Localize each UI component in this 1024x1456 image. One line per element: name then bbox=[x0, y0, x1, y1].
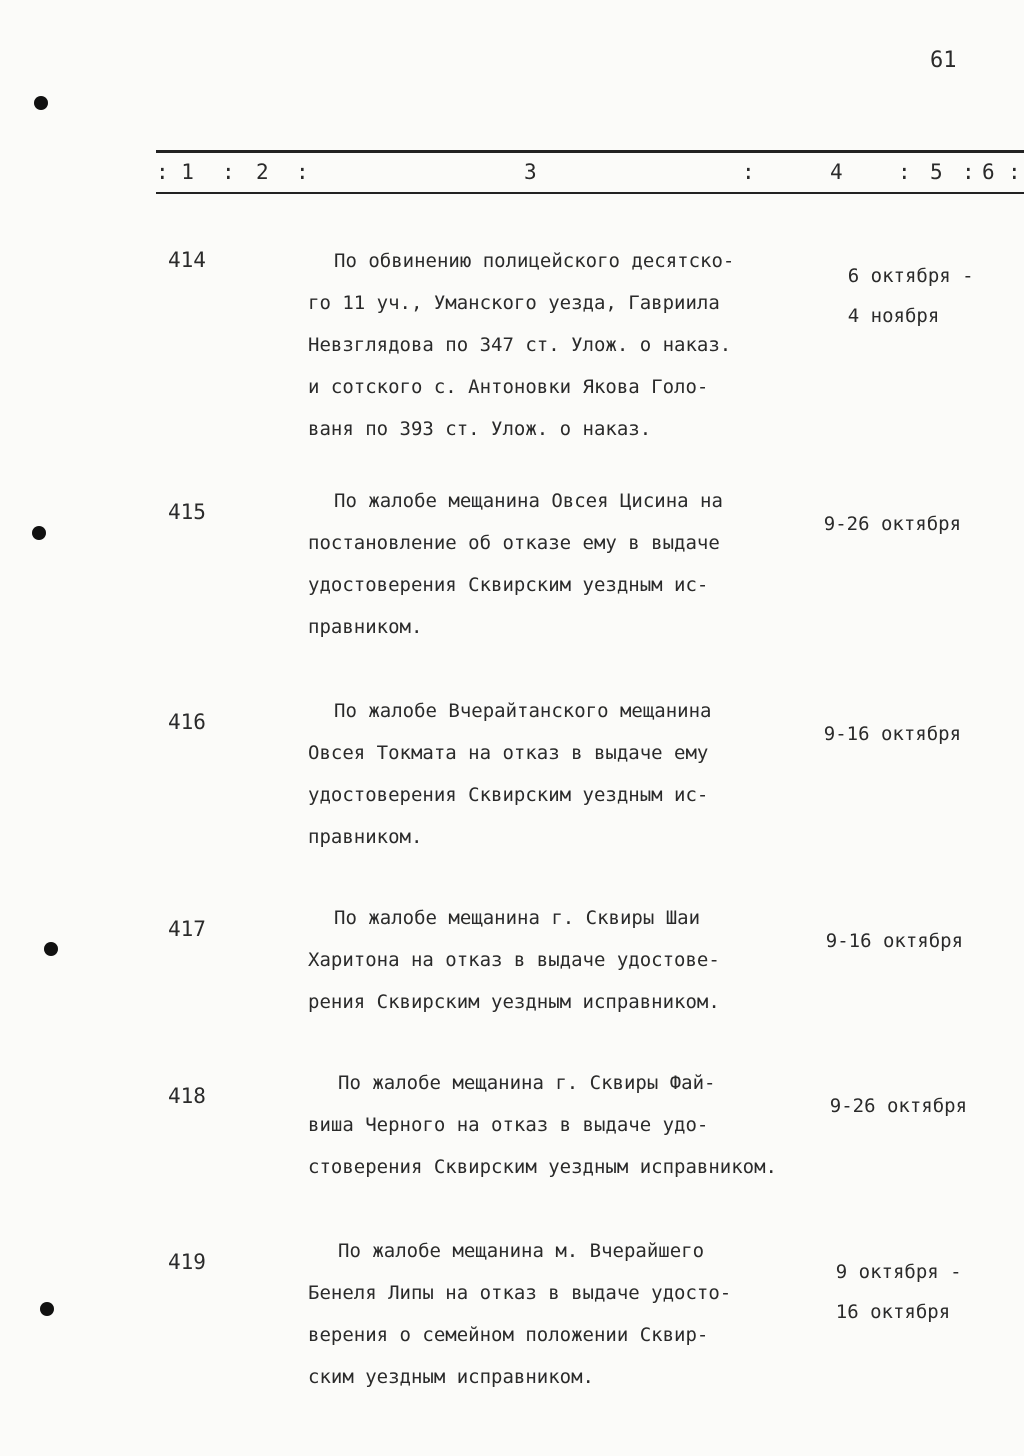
date-line: 9-16 октября bbox=[823, 723, 962, 745]
header-col-4: 4 bbox=[830, 160, 843, 184]
date-line: 4 ноября bbox=[847, 305, 940, 327]
header-top-rule bbox=[156, 150, 1024, 153]
description-line: Невзглядова по 347 ст. Улож. о наказ. bbox=[308, 334, 732, 356]
header-col-3: 3 bbox=[524, 160, 537, 184]
entry-date bbox=[780, 911, 963, 971]
date-line: 6 октября - bbox=[847, 265, 974, 287]
description-line: ским уездным исправником. bbox=[308, 1366, 594, 1388]
entry-date bbox=[778, 704, 961, 764]
description-line: По жалобе мещанина г. Сквиры Фай- bbox=[338, 1072, 716, 1094]
description-line: Харитона на отказ в выдаче удостове- bbox=[308, 949, 720, 971]
date-line: 16 октября bbox=[835, 1301, 951, 1323]
entry-date bbox=[802, 246, 974, 346]
date-line: 9 октября - bbox=[835, 1261, 962, 1283]
description-line: удостоверения Сквирским уездным ис- bbox=[308, 574, 709, 596]
description-line: По жалобе Вчерайтанского мещанина bbox=[334, 700, 712, 722]
description-line: правником. bbox=[308, 616, 423, 638]
description-line: и сотского с. Антоновки Якова Голо- bbox=[308, 376, 709, 398]
entry-number: 415 bbox=[168, 500, 206, 524]
description-line: го 11 уч., Уманского уезда, Гавриила bbox=[308, 292, 720, 314]
description-line: постановление об отказе ему в выдаче bbox=[308, 532, 720, 554]
header-sep-5: : bbox=[898, 160, 911, 184]
header-col-2: 2 bbox=[256, 160, 269, 184]
date-line: 9-16 октября bbox=[825, 930, 964, 952]
description-line: верения о семейном положении Сквир- bbox=[308, 1324, 709, 1346]
header-sep-1: : 1 bbox=[156, 160, 194, 184]
description-line: ваня по 393 ст. Улож. о наказ. bbox=[308, 418, 652, 440]
description-line: По жалобе мещанина Овсея Цисина на bbox=[334, 490, 723, 512]
description-line: правником. bbox=[308, 826, 423, 848]
entry-number: 418 bbox=[168, 1084, 206, 1108]
entry-date bbox=[784, 1076, 967, 1136]
date-line: 9-26 октября bbox=[829, 1095, 968, 1117]
date-line: 9-26 октября bbox=[823, 513, 962, 535]
header-col-6: 6 bbox=[982, 160, 995, 184]
header-sep-7: : bbox=[1008, 160, 1021, 184]
description-line: Бенеля Липы на отказ в выдаче удосто- bbox=[308, 1282, 732, 1304]
description-line: По жалобе мещанина м. Вчерайшего bbox=[338, 1240, 705, 1262]
header-sep-6: : bbox=[962, 160, 975, 184]
binder-hole-mark bbox=[44, 942, 58, 956]
entry-description bbox=[308, 240, 778, 450]
binder-hole-mark bbox=[40, 1302, 54, 1316]
entry-date bbox=[790, 1242, 962, 1342]
header-col-5: 5 bbox=[930, 160, 943, 184]
description-line: виша Черного на отказ в выдаче удо- bbox=[308, 1114, 709, 1136]
header-sep-3: : bbox=[296, 160, 309, 184]
binder-hole-mark bbox=[34, 96, 48, 110]
description-line: удостоверения Сквирским уездным ис- bbox=[308, 784, 709, 806]
entry-description bbox=[308, 1230, 778, 1398]
entry-number: 419 bbox=[168, 1250, 206, 1274]
header-sep-4: : bbox=[742, 160, 755, 184]
entry-number: 417 bbox=[168, 917, 206, 941]
description-line: По обвинению полицейского десятско- bbox=[334, 250, 735, 272]
entry-description bbox=[308, 897, 778, 1023]
entry-date bbox=[778, 494, 961, 554]
description-line: стоверения Сквирским уездным исправником. bbox=[308, 1156, 777, 1178]
entry-description bbox=[308, 480, 778, 648]
description-line: По жалобе мещанина г. Сквиры Шаи bbox=[334, 907, 701, 929]
description-line: Овсея Токмата на отказ в выдаче ему bbox=[308, 742, 709, 764]
description-line: рения Сквирским уездным исправником. bbox=[308, 991, 720, 1013]
header-bottom-rule bbox=[156, 192, 1024, 194]
entry-number: 414 bbox=[168, 248, 206, 272]
page-number: 61 bbox=[930, 48, 957, 73]
binder-hole-mark bbox=[32, 526, 46, 540]
header-sep-2: : bbox=[222, 160, 235, 184]
entry-number: 416 bbox=[168, 710, 206, 734]
entry-description bbox=[308, 690, 778, 858]
